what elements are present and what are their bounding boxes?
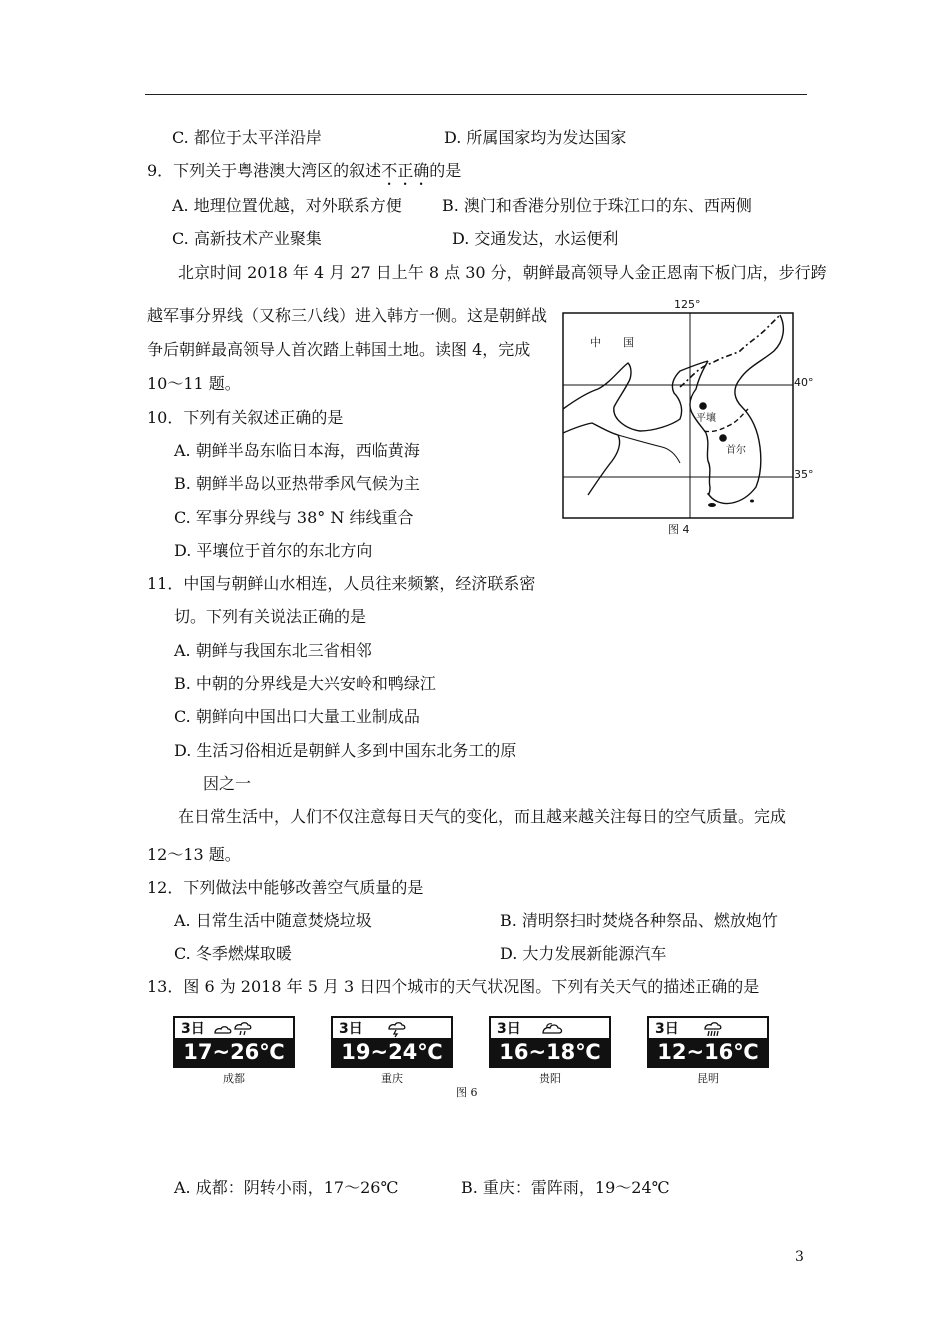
header-rule xyxy=(145,94,807,95)
map-label-pyongyang: 平壤 xyxy=(696,413,716,424)
q10-stem: 10．下列有关叙述正确的是 xyxy=(147,408,344,427)
q12-option-b: B. 清明祭扫时焚烧各种祭品、燃放炮竹 xyxy=(500,911,778,930)
q9-stem xyxy=(147,161,461,189)
q10-option-d: D. 平壤位于首尔的东北方向 xyxy=(174,541,373,560)
weather-card-day: 3日 xyxy=(181,1021,205,1037)
thunderstorm-icon xyxy=(371,1020,411,1038)
q11-stem-line2: 切。下列有关说法正确的是 xyxy=(174,607,367,626)
q8-option-d: D. 所属国家均为发达国家 xyxy=(444,128,627,147)
page-number: 3 xyxy=(795,1249,804,1265)
weather-card-day: 3日 xyxy=(655,1021,679,1037)
q11-option-d-line1: D. 生活习俗相近是朝鲜人多到中国东北务工的原 xyxy=(174,741,517,760)
q11-option-b: B. 中朝的分界线是大兴安岭和鸭绿江 xyxy=(174,674,436,693)
q13-stem: 13．图 6 为 2018 年 5 月 3 日四个城市的天气状况图。下列有关天气的描述正确的是 xyxy=(147,977,760,996)
figure4-map xyxy=(562,297,812,542)
weather-card-temperature: 19~24℃ xyxy=(333,1038,451,1066)
q9-stem-emphasis: 不正确 xyxy=(381,161,430,180)
q9-option-c: C. 高新技术产业聚集 xyxy=(172,229,322,248)
map-longitude-label: 125° xyxy=(674,298,701,311)
q9-option-b: B. 澳门和香港分别位于珠江口的东、西两侧 xyxy=(442,196,752,215)
figure6-caption: 图 6 xyxy=(456,1086,478,1099)
passage2-line1: 在日常生活中，人们不仅注意每日天气的变化，而且越来越关注每日的空气质量。完成 xyxy=(178,807,787,826)
q10-option-b: B. 朝鲜半岛以亚热带季风气候为主 xyxy=(174,474,420,493)
q11-option-d-line2: 因之一 xyxy=(203,774,252,793)
moderate-rain-icon xyxy=(687,1020,727,1038)
weather-city-label: 昆明 xyxy=(697,1072,719,1085)
weather-city-label: 贵阳 xyxy=(539,1072,561,1085)
map-latitude-40-label: 40° xyxy=(794,376,814,389)
figure4-caption: 图 4 xyxy=(668,523,690,536)
weather-card-day: 3日 xyxy=(339,1021,363,1037)
overcast-icon xyxy=(529,1020,569,1038)
q12-option-a: A. 日常生活中随意焚烧垃圾 xyxy=(174,911,372,930)
passage1-line3: 争后朝鲜最高领导人首次踏上韩国土地。读图 4，完成 xyxy=(147,340,531,359)
passage1-line2: 越军事分界线（又称三八线）进入韩方一侧。这是朝鲜战 xyxy=(147,306,548,325)
weather-card-chongqing xyxy=(331,1016,453,1068)
weather-card-temperature: 12~16℃ xyxy=(649,1038,767,1066)
q8-option-c: C. 都位于太平洋沿岸 xyxy=(172,128,322,147)
overcast-to-light-rain-icon xyxy=(213,1020,253,1038)
q9-option-a: A. 地理位置优越，对外联系方便 xyxy=(172,196,402,215)
q10-option-c: C. 军事分界线与 38° N 纬线重合 xyxy=(174,508,414,527)
weather-card-day: 3日 xyxy=(497,1021,521,1037)
q12-option-d: D. 大力发展新能源汽车 xyxy=(500,944,667,963)
weather-card-kunming xyxy=(647,1016,769,1068)
map-label-seoul: 首尔 xyxy=(726,445,746,456)
weather-city-label: 成都 xyxy=(223,1072,245,1085)
map-latitude-35-label: 35° xyxy=(794,468,814,481)
passage2-line2: 12～13 题。 xyxy=(147,845,241,864)
q11-option-a: A. 朝鲜与我国东北三省相邻 xyxy=(174,641,372,660)
q12-option-c: C. 冬季燃煤取暖 xyxy=(174,944,292,963)
passage1-line1: 北京时间 2018 年 4 月 27 日上午 8 点 30 分，朝鲜最高领导人金正恩南下板门店，步行跨 xyxy=(178,263,827,282)
q9-stem-suffix: 的是 xyxy=(429,161,462,180)
q11-stem-line1: 11．中国与朝鲜山水相连，人员往来频繁，经济联系密 xyxy=(147,574,536,593)
q9-option-d: D. 交通发达，水运便利 xyxy=(452,229,619,248)
map-label-china: 中 国 xyxy=(590,336,634,349)
weather-card-guiyang xyxy=(489,1016,611,1068)
korea-map-drawing xyxy=(562,297,812,542)
q13-option-a: A. 成都：阴转小雨，17～26℃ xyxy=(174,1178,399,1197)
weather-city-label: 重庆 xyxy=(381,1072,403,1085)
weather-card-chengdu xyxy=(173,1016,295,1068)
weather-card-temperature: 16~18℃ xyxy=(491,1038,609,1066)
q9-stem-prefix: 9．下列关于粤港澳大湾区的叙述 xyxy=(147,161,382,180)
weather-card-temperature: 17~26℃ xyxy=(175,1038,293,1066)
q13-option-b: B. 重庆：雷阵雨，19～24℃ xyxy=(461,1178,670,1197)
q12-stem: 12．下列做法中能够改善空气质量的是 xyxy=(147,878,424,897)
passage1-line4: 10～11 题。 xyxy=(147,374,241,393)
q11-option-c: C. 朝鲜向中国出口大量工业制成品 xyxy=(174,707,420,726)
q10-option-a: A. 朝鲜半岛东临日本海，西临黄海 xyxy=(174,441,420,460)
